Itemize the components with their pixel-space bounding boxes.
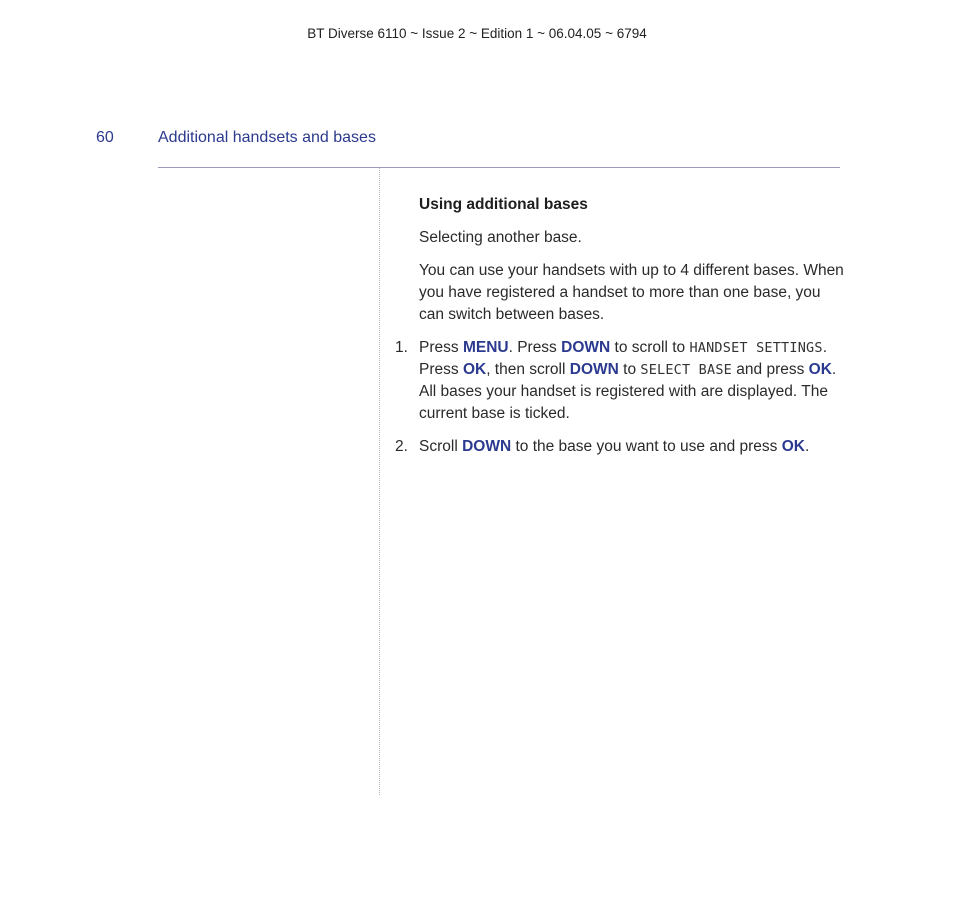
section-heading: Using additional bases [419, 196, 588, 213]
step-text: . All bases your handset is registered with are displayed. The current base is ticked. [419, 361, 837, 422]
key-down: DOWN [561, 339, 611, 356]
step-text: , then scroll [486, 361, 570, 378]
step-text: Press [419, 339, 463, 356]
key-ok: OK [462, 361, 487, 378]
key-menu: MENU [462, 339, 509, 356]
step-number: 2. [395, 438, 408, 455]
step-text: and press [731, 361, 809, 378]
step-item [395, 436, 849, 458]
key-down: DOWN [462, 438, 512, 455]
intro-text: Selecting another base. [419, 229, 582, 246]
page-number: 60 [96, 129, 114, 146]
display-text-select-base: SELECT BASE [640, 362, 732, 378]
step-text: to the base you want to use and press [511, 438, 782, 455]
body-paragraph: You can use your handsets with up to 4 different bases. When you have registered a handset to more than one base, you can switch between bases. [419, 262, 844, 323]
main-content [395, 194, 849, 469]
display-text-handset-settings: HANDSET SETTINGS [689, 340, 823, 356]
step-text: to scroll to [610, 339, 690, 356]
key-down: DOWN [569, 361, 619, 378]
step-text: . Press [508, 339, 562, 356]
step-item [395, 337, 849, 425]
column-divider [379, 168, 380, 795]
header-rule [158, 167, 840, 168]
steps-list [395, 337, 849, 458]
key-ok: OK [808, 361, 832, 378]
step-text: Scroll [419, 438, 463, 455]
step-text: to [618, 361, 641, 378]
step-text: . Press [419, 339, 828, 378]
key-ok: OK [781, 438, 805, 455]
document-info: BT Diverse 6110 ~ Issue 2 ~ Edition 1 ~ 06.04.05 ~ 6794 [307, 26, 647, 41]
step-text: . [804, 438, 810, 455]
section-title: Additional handsets and bases [158, 129, 376, 146]
step-number: 1. [395, 339, 408, 356]
